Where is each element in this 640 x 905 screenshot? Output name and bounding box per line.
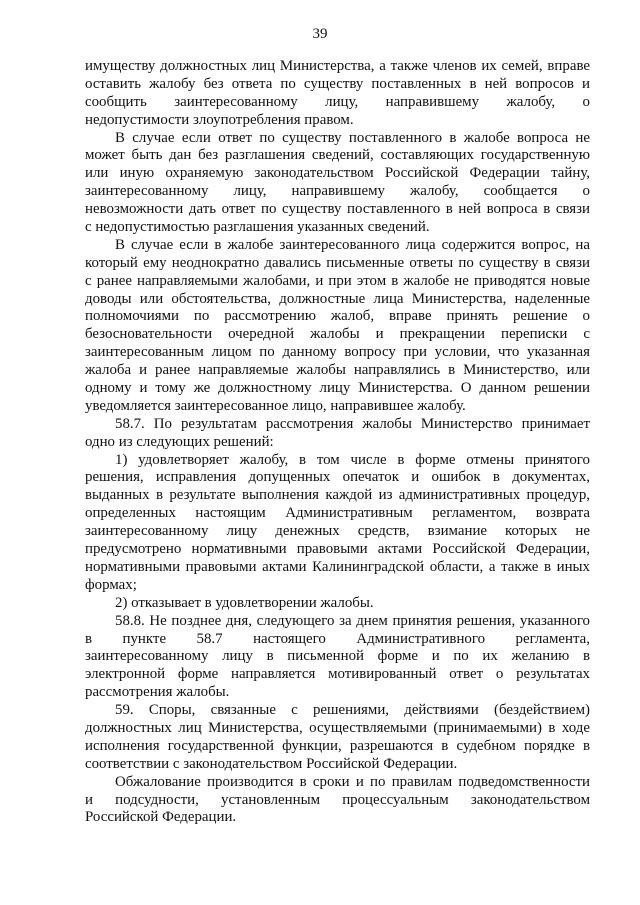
- text-line: и подсудности, установленным процессуальным законодательством: [85, 791, 590, 808]
- text-line: В случае если в жалобе заинтересованного лица содержится вопрос, на: [115, 236, 590, 253]
- text-line: электронной форме направляется мотивированный ответ о результатах: [85, 666, 590, 683]
- text-line: 59. Споры, связанные с решениями, действиями (бездействием): [115, 702, 590, 719]
- text-line: одно из следующих решений:: [85, 433, 274, 450]
- text-line: выданных в результате выполнения каждой из административных процедур,: [85, 487, 590, 504]
- text-line: 2) отказывает в удовлетворении жалобы.: [115, 594, 374, 611]
- text-line: невозможности дать ответ по существу поставленного в ней вопроса в связи: [85, 201, 590, 218]
- text-line: доводы или обстоятельства, должностные лица Министерства, наделенные: [85, 290, 590, 307]
- document-body: [85, 58, 590, 827]
- page-number: 39: [312, 26, 328, 42]
- text-line: исполнения государственной функции, разрешаются в судебном порядке в: [85, 737, 590, 754]
- text-line: уведомляется заинтересованное лицо, направившее жалобу.: [85, 397, 466, 414]
- text-line: предусмотрено нормативными правовыми актами Российской Федерации,: [85, 541, 590, 558]
- text-line: может быть дан без разглашения сведений, составляющих государственную: [85, 147, 590, 164]
- text-line: Российской Федерации.: [85, 809, 237, 826]
- text-line: нормативными правовыми актами Калининградской области, а также в иных: [85, 558, 590, 575]
- text-line: заинтересованному лицу денежных средств, взимание которых не: [85, 523, 590, 540]
- text-line: жалоба и ранее направляемые жалобы направлялись в Министерство, или: [85, 362, 590, 379]
- text-line: оставить жалобу без ответа по существу поставленных в ней вопросов и: [85, 75, 590, 92]
- text-line: который ему неоднократно давались письменные ответы по существу в связи: [85, 254, 590, 271]
- text-line: 58.8. Не позднее дня, следующего за днем принятия решения, указанного: [115, 612, 590, 629]
- text-line: Обжалование производится в сроки и по правилам подведомственности: [115, 773, 590, 790]
- text-line: рассмотрения жалобы.: [85, 684, 230, 701]
- text-line: соответствии с законодательством Российской Федерации.: [85, 755, 458, 772]
- text-line: определенных настоящим Административным регламентом, возврата: [85, 505, 590, 522]
- text-line: в пункте 58.7 настоящего Административного регламента,: [85, 630, 590, 647]
- text-line: решения, исправления допущенных опечаток и ошибок в документах,: [85, 469, 590, 486]
- text-line: формах;: [85, 576, 137, 593]
- text-line: с недопустимостью разглашения указанных сведений.: [85, 219, 430, 236]
- text-line: с ранее направляемыми жалобами, и при этом в жалобе не приводятся новые: [85, 272, 590, 289]
- text-line: заинтересованному лицу в письменной форме и по их желанию в: [85, 648, 590, 665]
- text-line: В случае если ответ по существу поставленного в жалобе вопроса не: [115, 129, 590, 146]
- text-line: сообщить заинтересованному лицу, направившему жалобу, о: [85, 93, 590, 110]
- text-line: заинтересованным лицом по данному вопросу при условии, что указанная: [85, 344, 590, 361]
- text-line: заинтересованному лицу, направившему жалобу, сообщается о: [85, 183, 590, 200]
- text-line: 58.7. По результатам рассмотрения жалобы Министерство принимает: [115, 415, 590, 432]
- text-line: должностных лиц Министерства, осуществляемыми (принимаемыми) в ходе: [85, 719, 590, 736]
- text-line: полномочиями по рассмотрению жалоб, вправе принять решение о: [85, 308, 590, 325]
- text-line: безосновательности очередной жалобы и прекращении переписки с: [85, 326, 590, 343]
- text-line: одному и тому же должностному лицу Министерства. О данном решении: [85, 380, 590, 397]
- text-line: 1) удовлетворяет жалобу, в том числе в форме отмены принятого: [115, 451, 590, 468]
- text-line: недопустимости злоупотребления правом.: [85, 111, 354, 128]
- text-line: или иную охраняемую законодательством Российской Федерации тайну,: [85, 165, 590, 182]
- text-line: имуществу должностных лиц Министерства, а также членов их семей, вправе: [85, 58, 590, 74]
